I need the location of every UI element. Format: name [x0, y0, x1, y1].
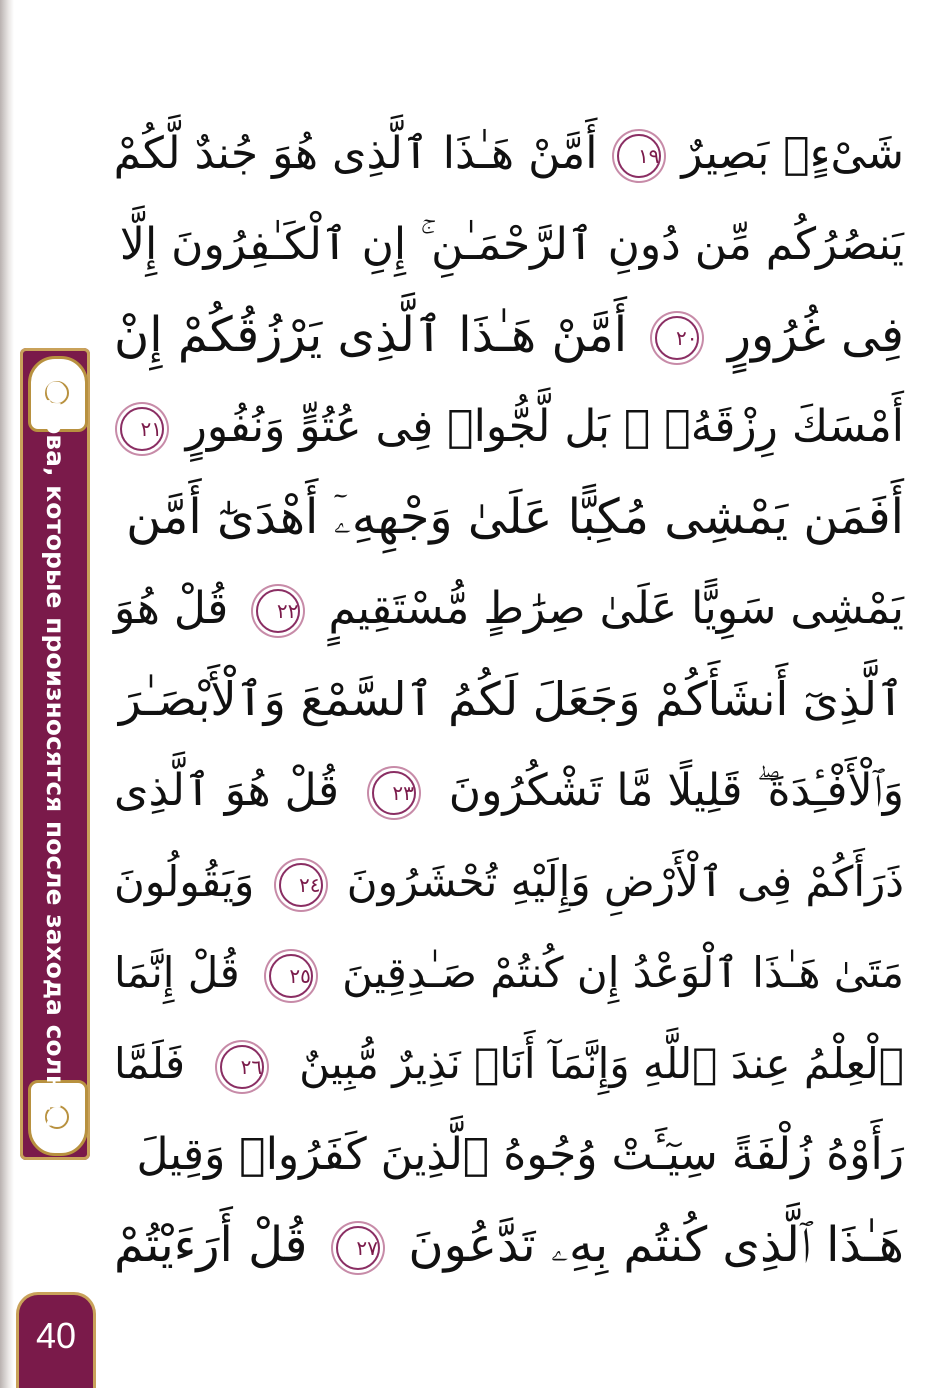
- verse-text: رَأَوْهُ زُلْفَةً سِيٓـَٔتْ وُجُوهُ ٱلَّذِينَ كَفَرُوا۟ وَقِيلَ: [136, 1129, 904, 1180]
- verse-text: هَـٰذَا ٱلَّذِى كُنتُم بِهِۦ تَدَّعُونَ: [408, 1217, 904, 1273]
- quran-text-block: [114, 108, 904, 1291]
- ayah-number-marker: ٢٣: [372, 771, 416, 815]
- verse-text: قُلْ أَرَءَيْتُمْ: [114, 1217, 308, 1273]
- side-tab-label: Слова, которые произносятся после захода солнца: [41, 380, 70, 1128]
- verse-text: ذَرَأَكُمْ فِى ٱلْأَرْضِ وَإِلَيْهِ تُحْشَرُونَ: [346, 857, 904, 906]
- verse-text: أَفَمَن يَمْشِى مُكِبًّا عَلَىٰ وَجْهِهِۦٓ أَهْدَىٰٓ أَمَّن: [126, 489, 904, 545]
- verse-text: قُلْ هُوَ ٱلَّذِى: [114, 765, 339, 816]
- verse-text: قُلْ إِنَّمَا: [114, 948, 240, 997]
- ayah-number-marker: ٢٦: [220, 1045, 264, 1089]
- verse-text: شَىْءٍۭ بَصِيرٌ: [681, 128, 904, 179]
- verse-text: وَٱلْأَفْـِٔدَةَ ۖ قَلِيلًا مَّا تَشْكُرُونَ: [448, 765, 904, 816]
- text-line: [114, 1200, 904, 1291]
- verse-text: وَيَقُولُونَ: [114, 857, 255, 906]
- page-number-badge: [16, 1292, 96, 1388]
- page-number: 40: [35, 1315, 77, 1356]
- text-line: [114, 1109, 904, 1200]
- text-line: [114, 654, 904, 745]
- verse-text: يَمْشِى سَوِيًّا عَلَىٰ صِرَٰطٍ مُّسْتَقِيمٍ: [328, 583, 904, 634]
- text-line: [114, 927, 904, 1018]
- ayah-number-marker: ٢٥: [269, 954, 313, 998]
- verse-text: أَمَّنْ هَـٰذَا ٱلَّذِى يَرْزُقُكُمْ إِنْ: [114, 307, 628, 363]
- page-edge-shadow: [0, 0, 14, 1388]
- verse-text: أَمَّنْ هَـٰذَا ٱلَّذِى هُوَ جُندٌ لَّكُمْ: [113, 128, 598, 179]
- text-line: [114, 199, 904, 290]
- text-line: [114, 381, 904, 472]
- text-line: [114, 563, 904, 654]
- ayah-number-marker: ٢١: [120, 407, 164, 451]
- verse-text: فَلَمَّا: [114, 1039, 186, 1088]
- ayah-number-marker: ١٩: [617, 134, 661, 178]
- verse-text: أَمْسَكَ رِزْقَهُۥ ۚ بَل لَّجُّوا۟ فِى عُتُوٍّ وَنُفُورٍ: [185, 401, 904, 452]
- text-line: [114, 836, 904, 927]
- ayah-number-marker: ٢٤: [279, 863, 323, 907]
- text-line: [114, 472, 904, 563]
- text-line: [114, 1018, 904, 1109]
- text-line: [114, 290, 904, 381]
- verse-text: ٱلَّذِىٓ أَنشَأَكُمْ وَجَعَلَ لَكُمُ ٱلسَّمْعَ وَٱلْأَبْصَـٰرَ: [118, 672, 904, 726]
- ayah-number-marker: ٢٧: [336, 1226, 380, 1270]
- verse-text: مَتَىٰ هَـٰذَا ٱلْوَعْدُ إِن كُنتُمْ صَـٰدِقِينَ: [342, 948, 904, 997]
- verse-text: فِى غُرُورٍ: [727, 307, 904, 363]
- verse-text: يَنصُرُكُم مِّن دُونِ ٱلرَّحْمَـٰنِ ۚ إِنِ ٱلْكَـٰفِرُونَ إِلَّا: [119, 219, 904, 270]
- ayah-number-marker: ٢٠: [655, 316, 699, 360]
- text-line: [114, 745, 904, 836]
- ayah-number-marker: ٢٢: [256, 589, 300, 633]
- text-line: [114, 108, 904, 199]
- verse-text: ٱلْعِلْمُ عِندَ ٱللَّهِ وَإِنَّمَآ أَنَا۠ نَذِيرٌ مُّبِينٌ: [299, 1039, 904, 1088]
- verse-text: قُلْ هُوَ: [114, 583, 229, 634]
